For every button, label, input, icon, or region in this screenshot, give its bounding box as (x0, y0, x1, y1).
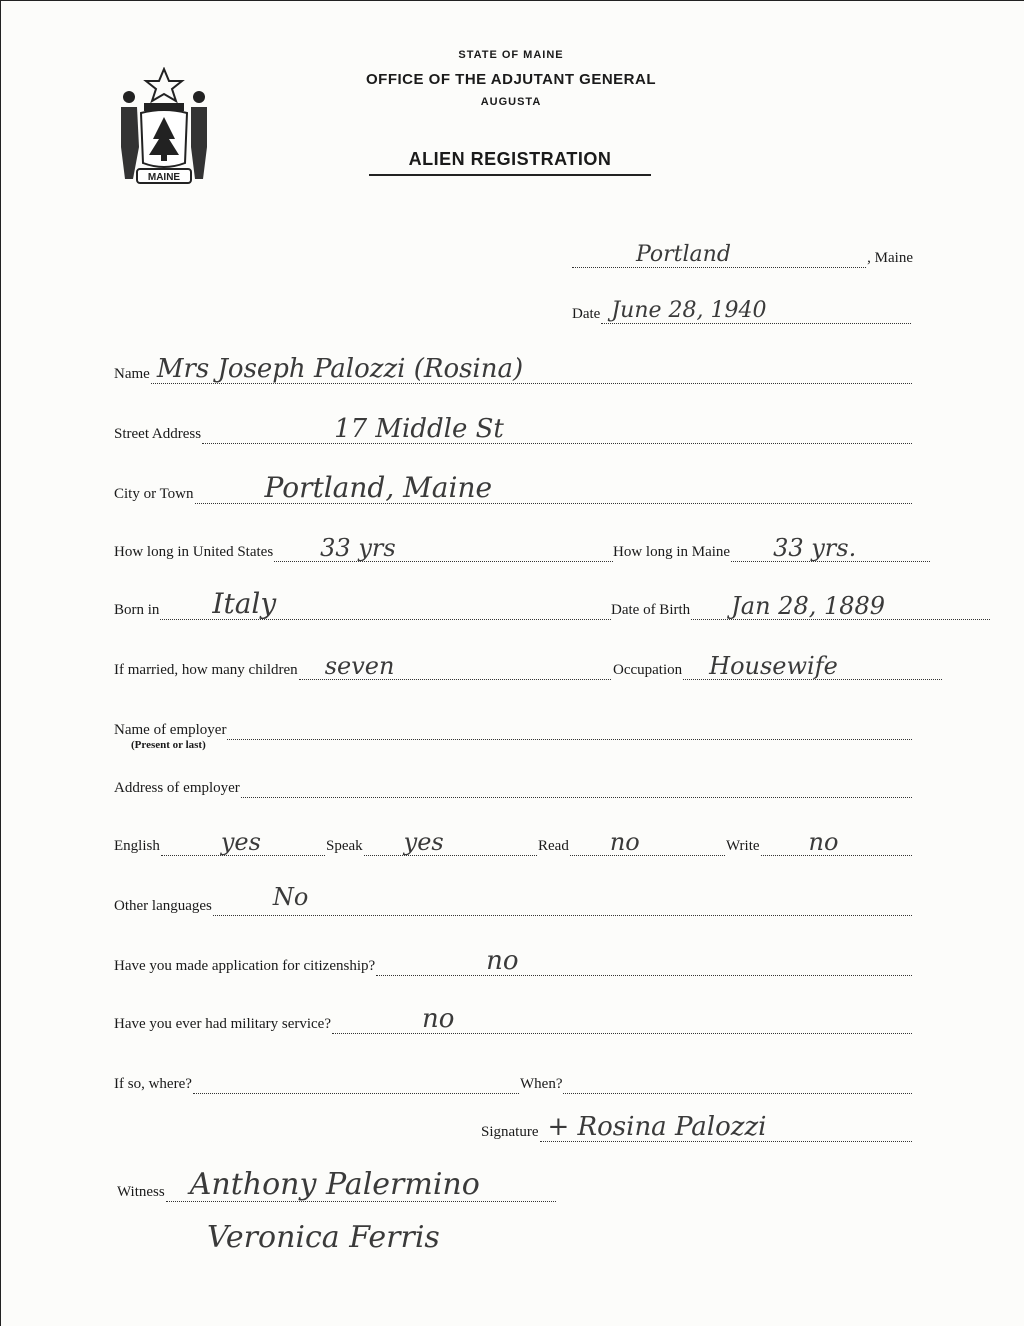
name-value: Mrs Joseph Palozzi (Rosina) (156, 354, 524, 384)
street-label: Street Address (114, 426, 202, 442)
place-field (571, 242, 913, 268)
maine-years-field (613, 534, 931, 562)
born-label: Born in (114, 602, 160, 618)
children-label: If married, how many children (114, 662, 298, 678)
maine-years-value: 33 yrs. (773, 534, 857, 562)
witness-value: Anthony Palermino (189, 1167, 480, 1202)
write-value: no (808, 828, 839, 856)
employer-label: Name of employer (114, 722, 227, 738)
city-heading: AUGUSTA (480, 96, 542, 108)
svg-text:MAINE: MAINE (147, 172, 181, 183)
write-field (726, 828, 913, 856)
speak-value: yes (403, 828, 444, 856)
dob-field (611, 592, 991, 620)
other-languages-label: Other languages (114, 898, 212, 914)
military-field (114, 1004, 913, 1034)
when-label: When? (520, 1076, 563, 1092)
signature-value: + Rosina Palozzi (547, 1112, 767, 1142)
citizenship-value: no (486, 946, 519, 976)
citizenship-field (114, 946, 913, 976)
occupation-field (613, 652, 943, 680)
read-value: no (609, 828, 640, 856)
witness-label: Witness (117, 1184, 165, 1200)
write-label: Write (726, 838, 760, 854)
form-title: ALIEN REGISTRATION (369, 149, 651, 176)
maine-years-label: How long in Maine (613, 544, 731, 560)
children-field (114, 652, 612, 680)
name-label: Name (114, 366, 150, 382)
state-heading: STATE OF MAINE (458, 49, 564, 61)
place-suffix: , Maine (867, 250, 913, 266)
office-heading: OFFICE OF THE ADJUTANT GENERAL (366, 71, 656, 88)
us-years-field (114, 534, 614, 562)
other-languages-value: No (272, 883, 309, 911)
signature-label: Signature (481, 1124, 539, 1140)
form-header (1, 49, 1021, 108)
witness-second-signature: Veronica Ferris (207, 1220, 440, 1255)
employer-address-field (114, 777, 913, 798)
english-value: yes (220, 828, 261, 856)
speak-label: Speak (326, 838, 363, 854)
us-years-label: How long in United States (114, 544, 274, 560)
where-field (114, 1073, 520, 1094)
employer-address-label: Address of employer (114, 780, 240, 796)
street-field (114, 414, 913, 444)
dob-value: Jan 28, 1889 (731, 592, 886, 620)
military-label: Have you ever had military service? (114, 1016, 331, 1032)
where-label: If so, where? (114, 1076, 192, 1092)
witness-field (117, 1167, 557, 1202)
english-label: English (114, 838, 160, 854)
occupation-value: Housewife (709, 652, 838, 680)
place-value: Portland (636, 242, 731, 267)
city-field (114, 471, 913, 504)
children-value: seven (324, 652, 395, 680)
signature-field (481, 1112, 913, 1142)
date-label: Date (572, 306, 601, 322)
dob-label: Date of Birth (611, 602, 691, 618)
when-field (520, 1073, 913, 1094)
date-field (572, 298, 912, 324)
citizenship-label: Have you made application for citizenship? (114, 958, 376, 974)
name-field (114, 354, 913, 384)
street-value: 17 Middle St (334, 414, 504, 444)
employer-sublabel: (Present or last) (131, 739, 206, 751)
english-field (114, 828, 326, 856)
speak-field (326, 828, 538, 856)
employer-field (114, 719, 913, 740)
military-value: no (422, 1004, 455, 1034)
us-years-value: 33 yrs (320, 534, 396, 562)
other-languages-field (114, 883, 913, 916)
date-value: June 28, 1940 (611, 298, 767, 323)
city-label: City or Town (114, 486, 194, 502)
born-field (114, 587, 612, 620)
born-value: Italy (212, 587, 277, 620)
city-value: Portland, Maine (264, 471, 493, 504)
read-field (538, 828, 726, 856)
occupation-label: Occupation (613, 662, 683, 678)
read-label: Read (538, 838, 569, 854)
